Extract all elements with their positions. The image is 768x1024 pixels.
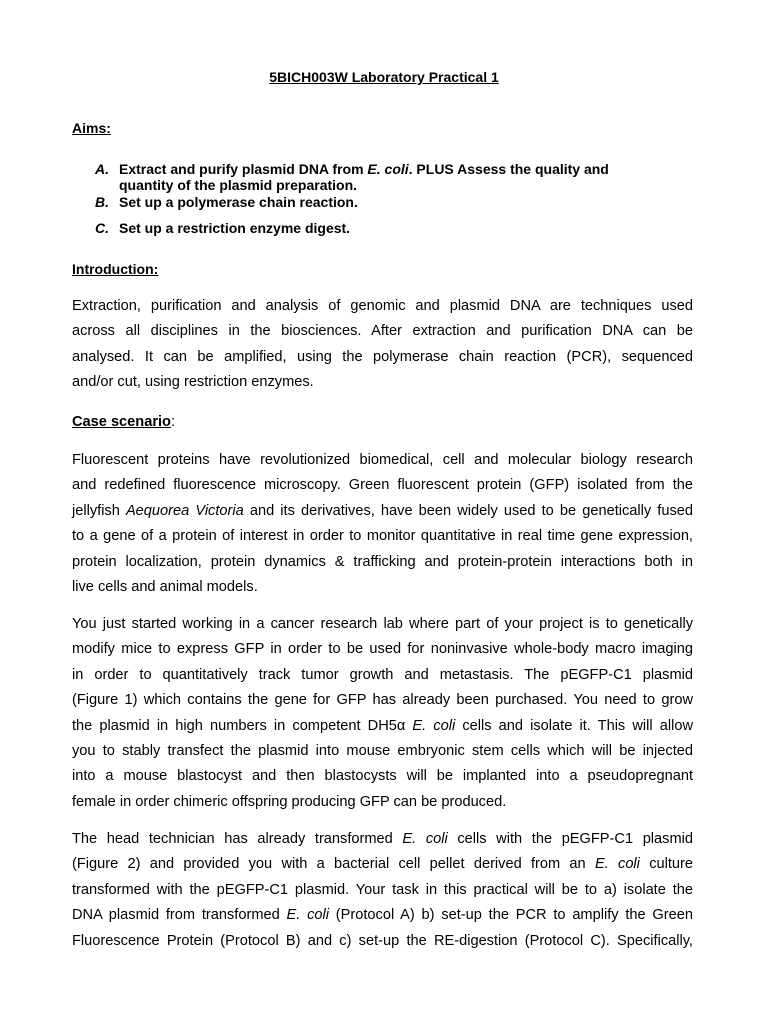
text-line: the plasmid in high numbers in competent DH5α E. coli cells and isolate it. This will allow xyxy=(72,717,693,734)
text-line: across all disciplines in the biosciences. After extraction and purification DNA can be xyxy=(72,323,693,340)
aim-item-c xyxy=(95,220,695,236)
case-scenario-heading: Case scenario: xyxy=(72,414,176,430)
text-line: jellyfish Aequorea Victoria and its derivatives, have been widely used to be genetically fused xyxy=(72,502,693,519)
text-line: transformed with the pEGFP-C1 plasmid. Your task in this practical will be to a) isolate the xyxy=(72,881,693,898)
aim-letter: A. xyxy=(95,161,109,177)
aim-letter: C. xyxy=(95,220,109,236)
document-title: 5BICH003W Laboratory Practical 1 xyxy=(269,69,499,85)
text-line: and/or cut, using restriction enzymes. xyxy=(72,374,314,391)
text-line: protein localization, protein dynamics & trafficking and protein-protein interactions both in xyxy=(72,553,693,570)
text-line: The head technician has already transformed E. coli cells with the pEGFP-C1 plasmid xyxy=(72,831,693,847)
case-paragraph-1 xyxy=(72,448,693,600)
introduction-paragraph xyxy=(72,294,693,396)
aim-letter: B. xyxy=(95,194,109,210)
text-line: Extraction, purification and analysis of genomic and plasmid DNA are techniques used xyxy=(72,298,693,314)
text-line: (Figure 2) and provided you with a bacterial cell pellet derived from an E. coli culture xyxy=(72,856,694,873)
aims-heading: Aims: xyxy=(72,120,111,136)
text-line: to a gene of a protein of interest in order to monitor quantitative in real time gene expression, xyxy=(72,528,693,545)
text-line: in order to quantitatively track tumor growth and metastasis. The pEGFP-C1 plasmid xyxy=(72,666,693,683)
text-line: You just started working in a cancer research lab where part of your project is to genetically xyxy=(72,616,693,632)
text-line: Fluorescent proteins have revolutionized biomedical, cell and molecular biology research xyxy=(72,452,693,468)
text-line: and redefined fluorescence microscopy. Green fluorescent protein (GFP) isolated from the xyxy=(72,477,693,494)
text-line: modify mice to express GFP in order to be used for noninvasive whole-body macro imaging xyxy=(72,641,693,658)
text-line: you to stably transfect the plasmid into mouse embryonic stem cells which will be injected xyxy=(72,742,693,759)
aim-text: Extract and purify plasmid DNA from E. coli. PLUS Assess the quality and quantity of the plasmid preparation. xyxy=(119,161,609,193)
case-paragraph-3 xyxy=(72,827,693,954)
introduction-heading: Introduction: xyxy=(72,261,159,277)
text-line: Fluorescence Protein (Protocol B) and c) set-up the RE-digestion (Protocol C). Specifically, xyxy=(72,932,693,949)
aim-text: Set up a polymerase chain reaction. xyxy=(119,194,358,210)
text-line: (Figure 1) which contains the gene for GFP has already been purchased. You need to grow xyxy=(72,692,693,709)
text-line: live cells and animal models. xyxy=(72,578,258,595)
case-paragraph-2 xyxy=(72,612,693,815)
text-line: female in order chimeric offspring producing GFP can be produced. xyxy=(72,793,507,810)
aim-item-a xyxy=(95,161,695,193)
text-line: analysed. It can be amplified, using the polymerase chain reaction (PCR), sequenced xyxy=(72,348,693,365)
text-line: DNA plasmid from transformed E. coli (Protocol A) b) set-up the PCR to amplify the Green xyxy=(72,907,693,924)
aim-item-b xyxy=(95,194,695,210)
aim-text: Set up a restriction enzyme digest. xyxy=(119,220,351,236)
text-line: into a mouse blastocyst and then blastocysts will be implanted into a pseudopregnant xyxy=(72,768,693,785)
